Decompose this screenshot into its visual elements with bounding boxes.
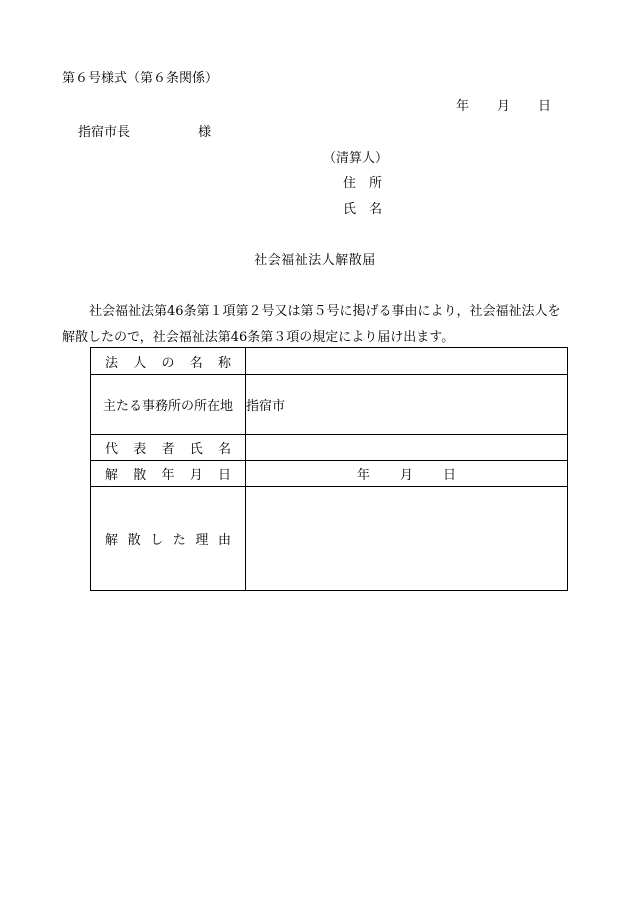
label-char: 名 xyxy=(217,442,231,457)
label-char: 氏 xyxy=(189,442,203,457)
document-title: 社会福祉法人解散届 xyxy=(254,253,376,268)
label-char: 月 xyxy=(189,468,203,483)
name-label: 氏 名 xyxy=(343,202,383,217)
table-row xyxy=(91,461,568,487)
honorific: 様 xyxy=(198,125,212,140)
table-row xyxy=(91,348,568,375)
dissolution-day-label: 日 xyxy=(443,468,457,483)
dissolution-reason-label xyxy=(91,487,246,591)
dissolution-date-label xyxy=(91,461,246,487)
dissolution-reason-field[interactable] xyxy=(246,487,568,591)
date-year-label: 年 xyxy=(456,99,470,114)
table-row xyxy=(91,435,568,461)
liquidator-label: （清算人） xyxy=(323,151,389,166)
office-location-label xyxy=(91,375,246,435)
label-char: 代 xyxy=(105,442,119,457)
date-day-label: 日 xyxy=(538,99,552,114)
addressee-name: 指宿市長 xyxy=(78,125,131,140)
label-char: の xyxy=(161,355,175,371)
label-char: 称 xyxy=(217,355,231,371)
label-char: 法 xyxy=(105,355,119,371)
body-text: 社会福祉法第46条第１項第２号又は第５号に掲げる事由により，社会福祉法人を解散したので，社会福祉法第46条第３項の規定により届け出ます。 xyxy=(62,304,561,345)
label-char: 名 xyxy=(189,355,203,371)
address-label: 住 所 xyxy=(343,176,383,191)
label-char: 者 xyxy=(161,442,175,457)
table-row xyxy=(91,375,568,435)
label-char: し xyxy=(150,533,164,548)
label-char: 由 xyxy=(217,533,231,548)
dissolution-year-label: 年 xyxy=(356,468,370,483)
label-char: 表 xyxy=(133,442,147,457)
label-char: 日 xyxy=(217,468,231,483)
label-char: 理 xyxy=(195,533,209,548)
office-location-field[interactable]: 指宿市 xyxy=(246,375,568,435)
label-text: 主たる事務所の所在地 xyxy=(102,399,233,414)
label-char: 年 xyxy=(161,468,175,483)
label-char: 散 xyxy=(127,533,141,548)
form-table xyxy=(90,347,568,591)
representative-name-field[interactable] xyxy=(246,435,568,461)
label-char: た xyxy=(172,533,186,548)
addressee xyxy=(78,121,211,140)
corporation-name-label xyxy=(91,348,246,375)
dissolution-month-label: 月 xyxy=(399,468,413,483)
label-char: 解 xyxy=(105,468,119,483)
dissolution-date-field[interactable] xyxy=(246,461,568,487)
label-char: 解 xyxy=(105,533,119,548)
table-row xyxy=(91,487,568,591)
label-char: 散 xyxy=(133,468,147,483)
date-month-label: 月 xyxy=(497,99,511,114)
corporation-name-field[interactable] xyxy=(246,348,568,375)
label-char: 人 xyxy=(133,355,147,371)
submission-date xyxy=(456,95,551,114)
form-number: 第６号様式（第６条関係） xyxy=(62,71,219,86)
representative-name-label xyxy=(91,435,246,461)
